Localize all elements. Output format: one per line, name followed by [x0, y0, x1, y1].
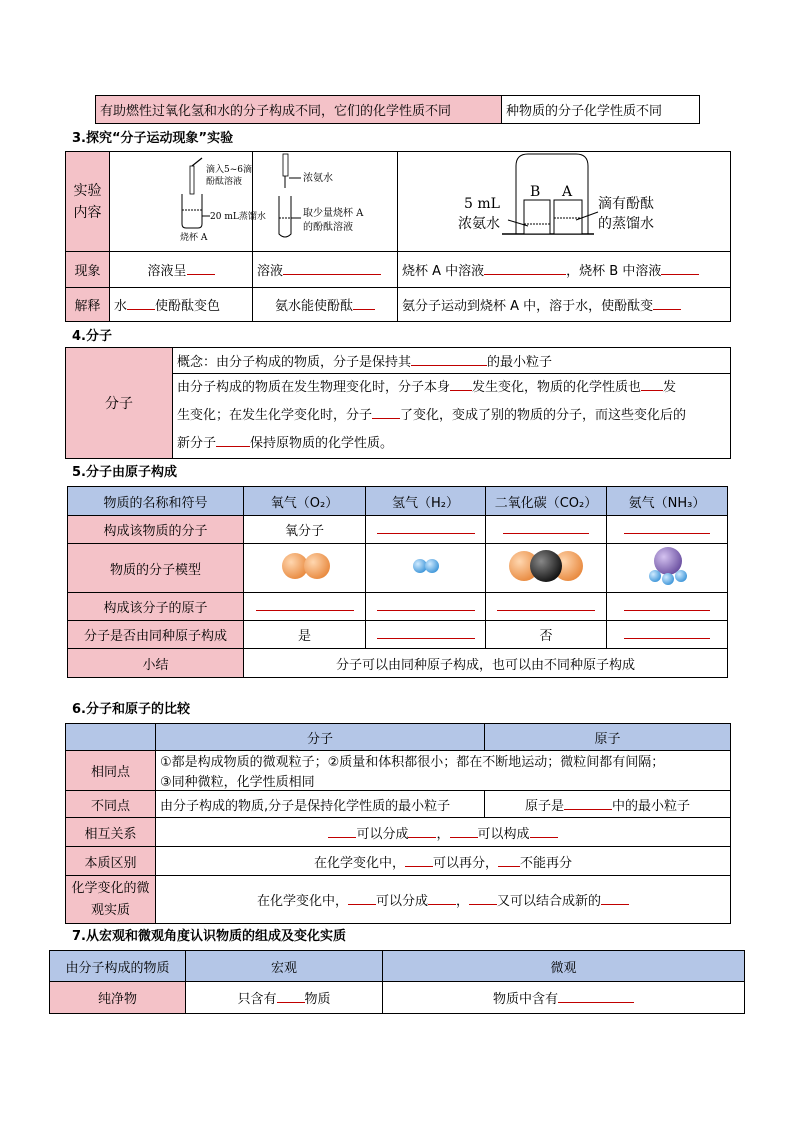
top-right-cell: 种物质的分子化学性质不同 [502, 96, 700, 124]
header-co2: 二氧化碳（CO₂） [486, 487, 607, 516]
row-label-phenomenon: 现象 [66, 252, 110, 288]
molecule-concept: 概念：由分子构成的物质，分子是保持其 的最小粒子 [173, 348, 731, 374]
oxygen-atom [304, 553, 330, 579]
section7-title: 7.从宏观和微观角度认识物质的组成及变化实质 [72, 929, 346, 944]
top-partial-table [95, 95, 700, 124]
nitrogen-atom [654, 547, 682, 575]
exp2-ammonia-label: 浓氨水 [303, 173, 333, 184]
header-oxygen: 氧气（O₂） [244, 487, 366, 516]
summary-text: 分子可以由同种原子构成，也可以由不同种原子构成 [244, 649, 728, 678]
h2-atoms-blank [366, 593, 486, 621]
header-substance: 物质的名称和符号 [68, 487, 244, 516]
row-label-model: 物质的分子模型 [68, 544, 244, 593]
row-label-same-atoms: 分子是否由同种原子构成 [68, 621, 244, 649]
exp3-drops2-label: 的蒸馏水 [598, 216, 654, 232]
hydrogen-atom [649, 570, 661, 582]
nh3-model [607, 544, 728, 593]
hydrogen-atom [425, 559, 439, 573]
micro-essence-text: 在化学变化中， 可以分成 ， 又可以结合成新的 [156, 876, 731, 924]
phenomenon-1: 溶液呈 [110, 252, 253, 288]
molecule-atom-compare-table [65, 723, 731, 924]
row-label-pure-substance: 纯净物 [50, 982, 186, 1014]
exp3-a-label: A [562, 184, 573, 200]
explanation-3: 氨分子运动到烧杯 A 中，溶于水，使酚酞变 [398, 288, 731, 322]
header-atom: 原子 [485, 724, 731, 751]
explanation-2: 氨水能使酚酞 [253, 288, 398, 322]
section4-title: 4.分子 [72, 329, 112, 344]
row-label-essence: 本质区别 [66, 847, 156, 876]
row-label-summary: 小结 [68, 649, 244, 678]
section5-title: 5.分子由原子构成 [72, 465, 177, 480]
phenomenon-3: 烧杯 A 中溶液 ，烧杯 B 中溶液 [398, 252, 731, 288]
macro-micro-table [49, 950, 745, 1014]
nh3-molecule-blank [607, 516, 728, 544]
experiment3-figure [398, 152, 731, 252]
phenomenon-2: 溶液 [253, 252, 398, 288]
molecule-concept-table [65, 347, 731, 459]
molecule-change-description: 由分子构成的物质在发生物理变化时，分子本身 发生变化，物质的化学性质也 发 生变化；在发生化学变化时，分子 了变化，变成了别的物质的分子，而这些变化后的 新分子 保持原物质的化学性质。 [173, 374, 731, 459]
row-label-difference: 不同点 [66, 791, 156, 818]
relation-text: 可以分成 ， 可以构成 [156, 818, 731, 847]
similarity-text: ①都是构成物质的微观粒子；②质量和体积都很小；都在不断地运动；微粒间都有间隔； ③同种微粒，化学性质相同 [156, 751, 731, 791]
row-label-content: 实验内容 [66, 152, 110, 252]
h2-molecule-blank [366, 516, 486, 544]
exp2-take2-label: 的酚酞溶液 [303, 222, 353, 233]
essence-text: 在化学变化中， 可以再分， 不能再分 [156, 847, 731, 876]
co2-atoms-blank [486, 593, 607, 621]
exp1-beaker-label: 烧杯 A [180, 233, 208, 243]
exp1-drop-label: 滴入5~6滴 [206, 165, 252, 175]
exp1-water-label: 20 mL蒸馏水 [210, 212, 266, 222]
co2-model [486, 544, 607, 593]
header-macro: 宏观 [186, 951, 383, 982]
exp3-b-label: B [530, 184, 541, 200]
row-label-molecule: 构成该物质的分子 [68, 516, 244, 544]
difference-atom: 原子是 中的最小粒子 [485, 791, 731, 818]
row-label-atoms: 构成该分子的原子 [68, 593, 244, 621]
row-label-relation: 相互关系 [66, 818, 156, 847]
co2-same-atoms: 否 [486, 621, 607, 649]
header-hydrogen: 氢气（H₂） [366, 487, 486, 516]
nh3-atoms-blank [607, 593, 728, 621]
header-molecule: 分子 [156, 724, 485, 751]
h2-model [366, 544, 486, 593]
exp3-ammonia-label: 浓氨水 [458, 216, 500, 232]
o2-model [244, 544, 366, 593]
macro-text: 只含有 物质 [186, 982, 383, 1014]
row-label-micro-essence: 化学变化的微观实质 [66, 876, 156, 924]
molecule-label: 分子 [66, 348, 173, 459]
header-molecular-substance: 由分子构成的物质 [50, 951, 186, 982]
header-micro: 微观 [383, 951, 745, 982]
exp2-take-label: 取少量烧杯 A [303, 208, 364, 219]
o2-atoms-blank [244, 593, 366, 621]
row-label-explanation: 解释 [66, 288, 110, 322]
carbon-atom [530, 550, 562, 582]
hydrogen-atom [675, 570, 687, 582]
molecule-atom-table [67, 486, 728, 678]
explanation-1: 水 使酚酞变色 [110, 288, 253, 322]
exp3-vol-label: 5 mL [464, 196, 500, 212]
exp3-drops-label: 滴有酚酞 [598, 196, 654, 212]
experiment-table [65, 151, 731, 322]
header-ammonia: 氨气（NH₃） [607, 487, 728, 516]
difference-molecule: 由分子构成的物质,分子是保持化学性质的最小粒子 [156, 791, 485, 818]
co2-molecule-blank [486, 516, 607, 544]
top-left-cell: 有助燃性过氧化氢和水的分子构成不同，它们的化学性质不同 [96, 96, 502, 124]
h2-same-blank [366, 621, 486, 649]
exp1-drop2-label: 酚酞溶液 [206, 177, 243, 187]
row-label-similarity: 相同点 [66, 751, 156, 791]
section6-title: 6.分子和原子的比较 [72, 702, 190, 717]
o2-molecule: 氧分子 [244, 516, 366, 544]
experiment1-figure [110, 152, 266, 252]
hydrogen-atom [413, 559, 427, 573]
experiment2-figure [253, 152, 398, 252]
o2-same-atoms: 是 [244, 621, 366, 649]
header-empty [66, 724, 156, 751]
hydrogen-atom [662, 573, 674, 585]
nh3-same-blank [607, 621, 728, 649]
micro-text: 物质中含有 [383, 982, 745, 1014]
section3-title: 3.探究“分子运动现象”实验 [72, 131, 234, 146]
